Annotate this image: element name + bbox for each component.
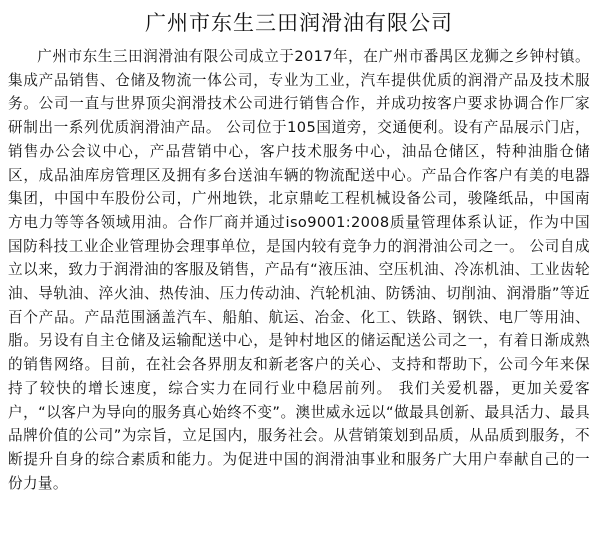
page-title: 广州市东生三田润滑油有限公司: [145, 11, 453, 35]
company-description-paragraph: 广州市东生三田润滑油有限公司成立于2017年，在广州市番禺区龙狮之乡钟村镇。集成产品销售、仓储及物流一体公司，专业为工业，汽车提供优质的润滑产品及技术服务。公司一直与世界顶尖润滑技术公司进行销售合作，并成功按客户要求协调合作厂家研制出一系列优质润滑油产品。 公司位于105国道旁，交通便利。设有产品展示门店，销售办公会议中心，产品营销中心，客户技术服务中心，油品仓储区，特种油脂仓储区，成品油库房管理区及拥有多台送油车辆的物流配送中心。产品合作客户有美的电器集团，中国中车股份公司，广州地铁，北京鼎屹工程机械设备公司，骏隆纸品，中国南方电力等等各领域用油。合作厂商并通过iso9001:2008质量管理体系认证，作为中国国防科技工业企业管理协会理事单位，是国内较有竞争力的润滑油公司之一。 公司自成立以来，致力于润滑油的客服及销售，产品有“液压油、空压机油、冷冻机油、工业齿轮油、导轨油、淬火油、热传油、压力传动油、汽轮机油、防锈油、切削油、润滑脂”等近百个产品。产品范围涵盖汽车、船舶、航运、冶金、化工、铁路、钢铁、电厂等用油、脂。另设有自主仓储及运输配送中心，是钟村地区的储运配送公司之一，有着日渐成熟的销售网络。目前，在社会各界朋友和新老客户的关心、支持和帮助下，公司今年来保持了较快的增长速度，综合实力在同行业中稳居前列。 我们关爱机器，更加关爱客户，“以客户为导向的服务真心始终不变”。澳世威永远以“做最具创新、最具活力、最具品牌价值的公司”为宗旨，立足国内，服务社会。从营销策划到品质，从品质到服务，不断提升自身的综合素质和能力。为促进中国的润滑油事业和服务广大用户奉献自己的一份力量。: [8, 48, 590, 492]
